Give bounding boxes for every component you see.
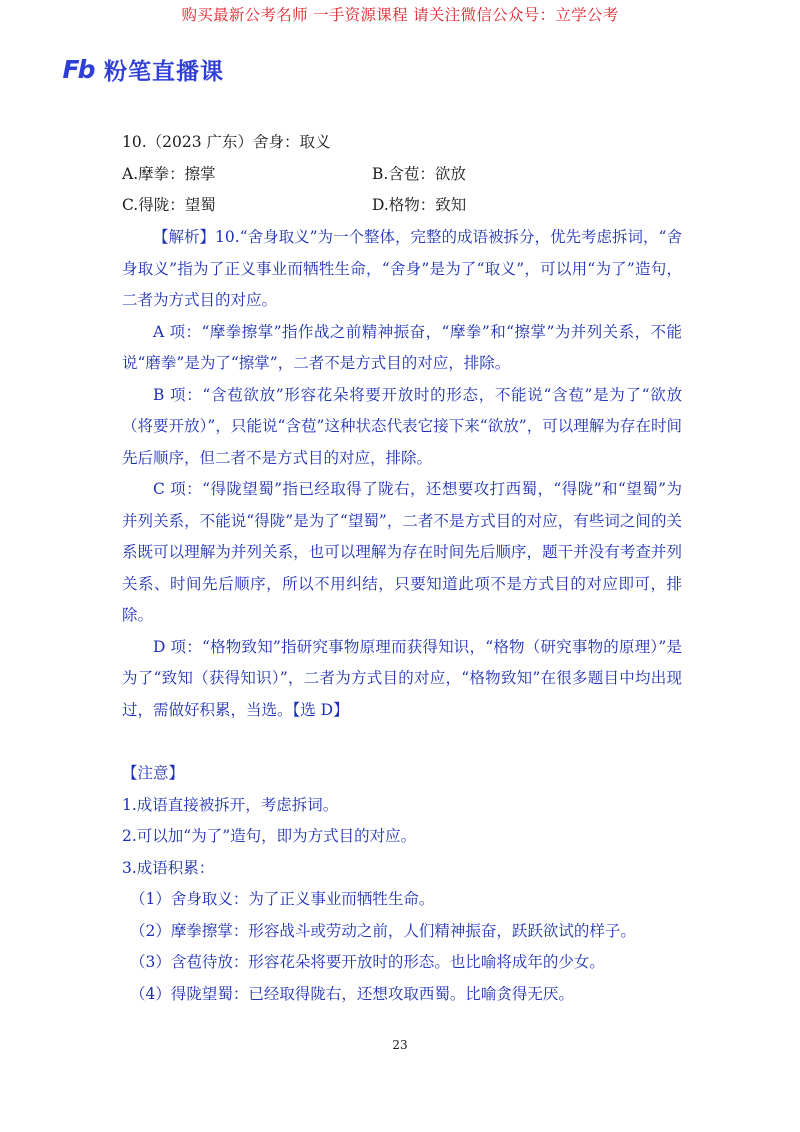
note-item: （3）含苞待放：形容花朵将要开放时的形态。也比喻将成年的少女。: [130, 953, 605, 971]
option-d: D.格物：致知: [372, 196, 467, 214]
brand-logo: [58, 53, 224, 86]
logo-text: 粉笔直播课: [104, 59, 224, 85]
analysis-paragraph: A 项：“摩拳擦掌”指作战之前精神振奋，“摩拳”和“擦掌”为并列关系，不能说“磨拳”是为了“擦掌”，二者不是方式目的对应，排除。: [122, 322, 682, 372]
options-row-1: [122, 159, 682, 191]
note-item: 2.可以加“为了”造句，即为方式目的对应。: [122, 827, 417, 845]
option-b: B.含苞：欲放: [372, 164, 466, 183]
top-banner: 购买最新公考名师 一手资源课程 请关注微信公众号：立学公考: [181, 6, 619, 24]
question-stem: 10.（2023 广东）舍身：取义: [122, 133, 331, 151]
question-block: [122, 127, 682, 222]
options-row-2: [122, 190, 682, 222]
note-item: （1）舍身取义：为了正义事业而牺牲生命。: [130, 890, 435, 908]
note-item: 1.成语直接被拆开，考虑拆词。: [122, 795, 339, 814]
option-a: A.摩拳：擦掌: [122, 164, 216, 183]
notes-block: [122, 758, 682, 1010]
analysis-block: [122, 222, 682, 726]
analysis-paragraph: B 项：“含苞欲放”形容花朵将要开放时的形态，不能说“含苞”是为了“欲放（将要开放）”，只能说“含苞”这种状态代表它接下来“欲放”，可以理解为存在时间先后顺序，但二者不是方式目的对应，排除。: [122, 385, 682, 467]
note-item: （4）得陇望蜀：已经取得陇右，还想攻取西蜀。比喻贪得无厌。: [130, 984, 574, 1003]
note-item: （2）摩拳擦掌：形容战斗或劳动之前，人们精神振奋，跃跃欲试的样子。: [130, 921, 636, 940]
analysis-paragraph: C 项：“得陇望蜀”指已经取得了陇右，还想要攻打西蜀，“得陇”和“望蜀”为并列关系，不能说“得陇”是为了“望蜀”，二者不是方式目的对应，有些词之间的关系既可以理解为并列关系，也可以理解为存在时间先后顺序，题干并没有考查并列关系、时间先后顺序，所以不用纠结，只要知道此项不是方式目的对应即可，排除。: [122, 480, 682, 624]
page-number: 23: [392, 1038, 408, 1052]
logo-mark-icon: Fb: [62, 55, 94, 84]
notes-title: 【注意】: [122, 764, 185, 782]
note-item: 3.成语积累：: [122, 858, 215, 877]
analysis-paragraph: 【解析】10.“舍身取义”为一个整体，完整的成语被拆分，优先考虑拆词，“舍身取义”指为了正义事业而牺牲生命，“舍身”是为了“取义”，可以用“为了”造句，二者为方式目的对应。: [122, 228, 682, 309]
option-c: C.得陇：望蜀: [122, 196, 216, 214]
analysis-paragraph: D 项：“格物致知”指研究事物原理而获得知识，“格物（研究事物的原理）”是为了“致知（获得知识）”，二者为方式目的对应，“格物致知”在很多题目中均出现过，需做好积累，当选。【选 D】: [122, 637, 682, 719]
